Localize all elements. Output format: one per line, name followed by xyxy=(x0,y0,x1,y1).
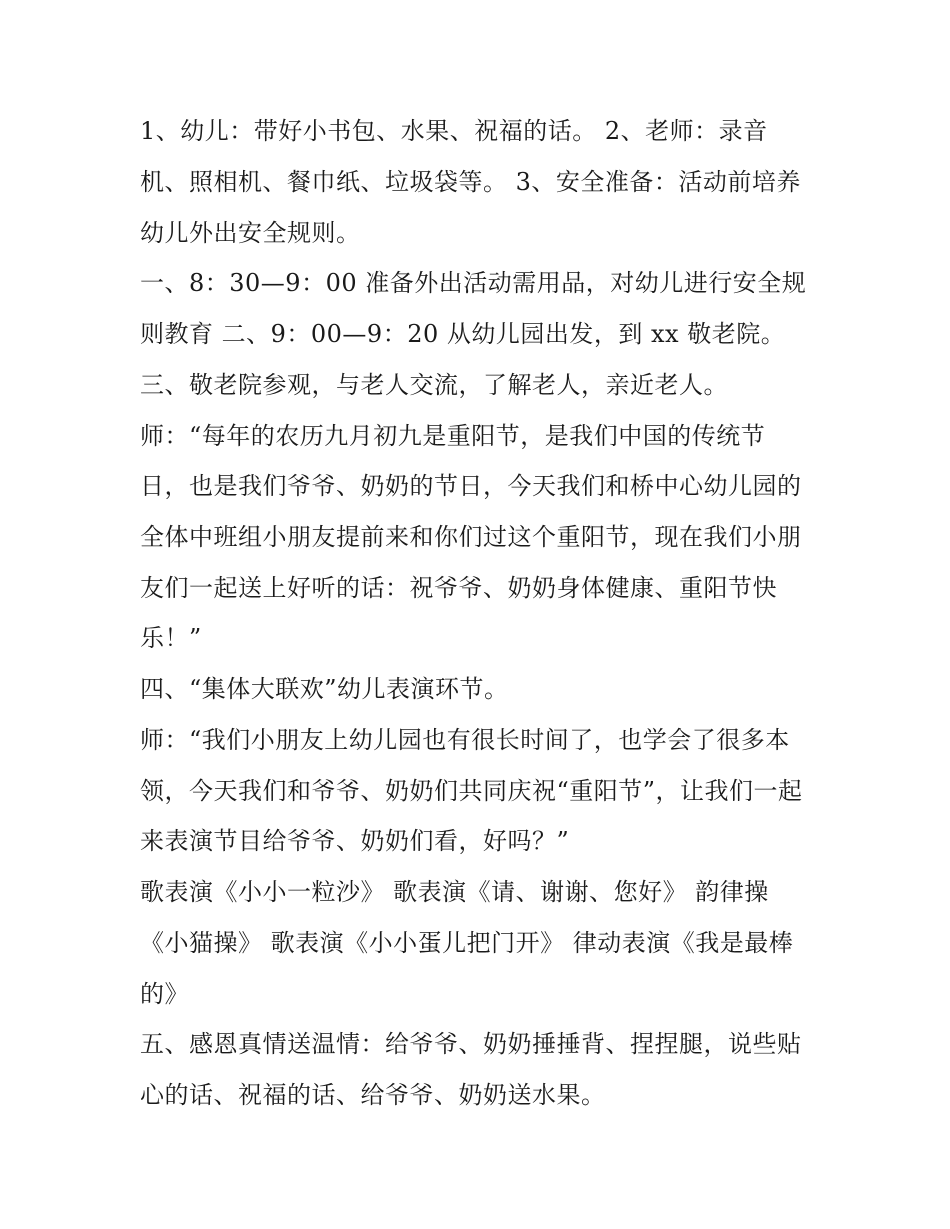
text-line: 友们一起送上好听的话：祝爷爷、奶奶身体健康、重阳节快 xyxy=(140,574,777,602)
text-line: 三、敬老院参观，与老人交流，了解老人，亲近老人。 xyxy=(140,371,728,399)
text-line: 师：“我们小朋友上幼儿园也有很长时间了，也学会了很多本 xyxy=(140,726,790,754)
text-line: 的》 xyxy=(140,980,189,1008)
text-line: 四、“集体大联欢”幼儿表演环节。 xyxy=(140,675,509,703)
text-line: 歌表演《小小一粒沙》 歌表演《请、谢谢、您好》 韵律操 xyxy=(140,878,769,906)
text-line: 机、照相机、餐巾纸、垃圾袋等。 3、安全准备：活动前培养 xyxy=(140,168,801,196)
text-line: 日，也是我们爷爷、奶奶的节日，今天我们和桥中心幼儿园的 xyxy=(140,472,802,500)
text-line: 全体中班组小朋友提前来和你们过这个重阳节，现在我们小朋 xyxy=(140,523,802,551)
text-line: 领，今天我们和爷爷、奶奶们共同庆祝“重阳节”，让我们一起 xyxy=(140,777,803,805)
text-line: 1、幼儿：带好小书包、水果、祝福的话。 2、老师：录音 xyxy=(140,117,768,145)
text-line: 五、感恩真情送温情：给爷爷、奶奶捶捶背、捏捏腿，说些贴 xyxy=(140,1030,802,1058)
text-line: 幼儿外出安全规则。 xyxy=(140,219,361,247)
text-line: 则教育 二、9：00—9：20 从幼儿园出发，到 xx 敬老院。 xyxy=(140,320,786,348)
text-line: 心的话、祝福的话、给爷爷、奶奶送水果。 xyxy=(140,1081,606,1109)
text-line: 一、8：30—9：00 准备外出活动需用品，对幼儿进行安全规 xyxy=(140,269,807,297)
text-line: 来表演节目给爷爷、奶奶们看，好吗？” xyxy=(140,827,570,855)
text-line: 师：“每年的农历九月初九是重阳节，是我们中国的传统节 xyxy=(140,422,766,450)
text-line: 乐！” xyxy=(140,624,202,652)
text-line: 《小猫操》 歌表演《小小蛋儿把门开》 律动表演《我是最棒 xyxy=(140,929,794,957)
